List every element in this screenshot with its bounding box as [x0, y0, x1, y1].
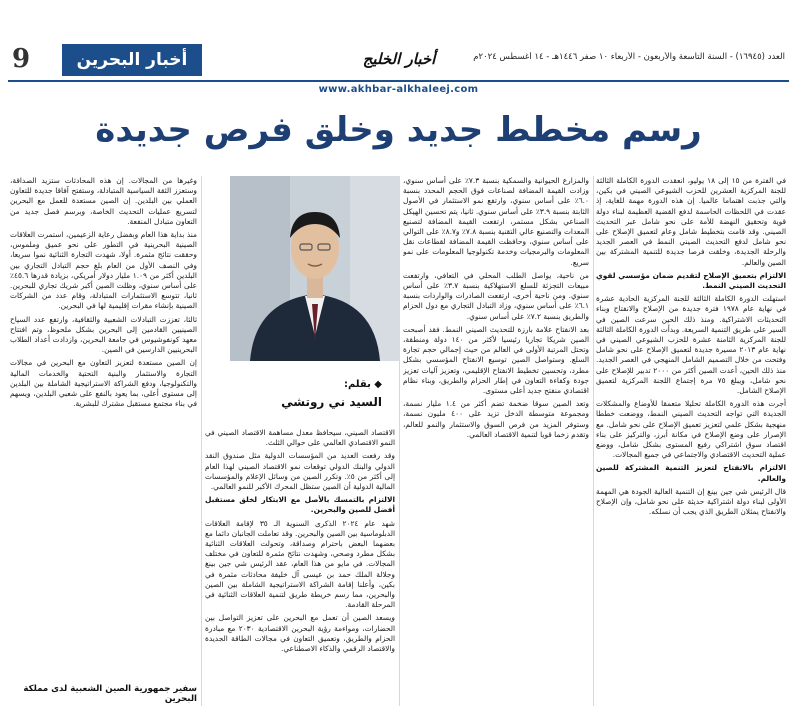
website-link[interactable]: www.akhbar-alkhaleej.com	[318, 84, 479, 95]
paragraph: بعد الانفتاح علامة بارزة للتحديث الصيني النمط. فقد أصبحت الصين شريكا تجاريا رئيسيا لأكثر من ١٤٠ دولة ومنطقة، وتحتل المرتبة الأولى في العالم من حيث إجمالي حجم تجارة السلع. وستواصل الصين توسيع الانفتاح المؤسسي بشكل مطرد، وتحسين تخطيط الانفتاح الإقليمي، وتعزيز آليات تعزيز جودة وكفاءة التعاون في إطار الحزام والطريق، وبناء نظام اقتصادي منفتح جديد أعلى مستوى.	[403, 324, 589, 396]
column-3-text	[205, 428, 395, 704]
article-column-1	[596, 176, 786, 704]
column-divider	[593, 176, 594, 706]
section-title: أخبار البحرين	[62, 44, 202, 76]
paragraph: وتعد الصين سوقا ضخمة تضم أكثر من ١.٤ مليار نسمة، ومجموعة متوسطة الدخل تزيد على ٤٠٠ مليون نسمة، وستوفر المزيد من فرص السوق والاستثمار والنمو للعالم، وتقدم زخما قويا لتنمية الاقتصاد العالمي.	[403, 399, 589, 439]
paragraph: شهد عام ٢٠٢٤ الذكرى السنوية الـ ٣٥ لإقامة العلاقات الدبلوماسية بين الصين والبحرين. وقد تعاملت الجانبان دائما مع بعضهما البعض باحترام وصداقة، وتحولت العلاقات الثنائية بشكل مطرد وصحي، وشهدت نتائج مثمرة للتعاون في مختلف المجالات. في مايو من هذا العام، عقد الرئيس شي جين بينغ وجلالة الملك حمد بن عيسى آل خليفة محادثات مثمرة في بكين، وأعلنا إقامة الشراكة الاستراتيجية الشاملة بين الصين والبحرين، مما رسم خريطة طريق لتنمية العلاقات الثنائية في المرحلة القادمة.	[205, 518, 395, 610]
article-column-4	[10, 176, 197, 666]
author-name: السيد ني روتشي	[281, 395, 382, 409]
newspaper-logo: أخبار الخليج	[362, 50, 436, 68]
paragraph: قال الرئيس شي جين بينغ إن التنمية العالية الجودة هي المهمة الأولى لبناء دولة اشتراكية حديثة على نحو شامل، وإن الإصلاح والانفتاح يمثلان الطريق الذي يجب أن نسلكه.	[596, 486, 786, 517]
paragraph: استهلت الدورة الكاملة الثالثة للجنة المركزية الحادية عشرة في نهاية عام ١٩٧٨ فترة جديدة من الإصلاح والانفتاح وبناء التحديثات الاشتراكية. ومنذ ذلك الحين سرعت الصين في السير على طريق التنمية السريعة. وبدأت الدورة الكاملة الثالثة للجنة المركزية الثامنة عشرة للحزب الشيوعي الصيني في نهاية عام ٢٠١٣ مسيرة جديدة لتعميق الإصلاح على نحو شامل وفتحت من خلال التصميم الشامل المنهجي في العصر الجديد. منذ ذلك الحين، أعدت الصين أكثر من ٢٠٠٠ تدبير للإصلاح على نحو شامل، ويبلغ ٧٥ مرة إجتماع اللجنة المركزية لتعميق الإصلاح الشامل.	[596, 294, 786, 396]
subheading: الالتزام بالانفتاح لتعزيز التنمية المشتركة للصين والعالم.	[596, 463, 786, 483]
author-signature: سفير جمهورية الصين الشعبية لدى مملكة البحرين	[23, 684, 197, 704]
article-column-3	[205, 176, 395, 704]
header-divider	[8, 80, 789, 82]
paragraph: ويسعد الصين أن تعمل مع البحرين على تعزيز التواصل بين الحضارات، ومواءمة رؤية البحرين الاقتصادية ٢٠٣٠ مع مبادرة الحزام والطريق، وتعميق التعاون في مجالات الطاقة الجديدة والاقتصاد الرقمي والذكاء الاصطناعي.	[205, 613, 395, 654]
paragraph: إن الصين مستعدة لتعزيز التعاون مع البحرين في مجالات التجارة والاستثمار والبنية التحتية والخدمات المالية والتكنولوجيا، ودفع الشراكة الاستراتيجية الشاملة بين البلدين إلى مستوى أعلى، بما يعود بالنفع على شعبي البلدين، ويسهم في بناء مجتمع مستقبل مشترك للبشرية.	[10, 358, 197, 409]
paragraph: والمزارع الحيوانية والسمكية بنسبة ٧.٣٪ على أساس سنوي، وزادت القيمة المضافة لصناعات فوق الحجم المحدد بنسبة ٦.٠٪ على أساس سنوي، وارتفع نمو الاستثمار في الأصول الثابتة بنسبة ٣.٩٪ على أساس سنوي. ثانيا، يتم تحسين الهيكل الصناعي بشكل مستمر، ارتفعت القيمة المضافة لتصنيع المعدات والتصنيع عالي التقنية بنسبة ٧.٨٪ و٨.٧٪ على التوالي على أساس سنوي، وحافظت القيمة المضافة لقطاعات نقل المعلومات والبرمجيات وخدمة تكنولوجيا المعلومات على نمو سريع.	[403, 176, 589, 267]
byline-prefix: ◆ بقلم:	[343, 379, 382, 390]
subheading: الالتزام بتعميق الإصلاح لتقديم ضمان مؤسسي لقوي التحديث الصيني النمط.	[596, 270, 786, 291]
paragraph: ثالثا، تعززت التبادلات الشعبية والثقافية، وارتفع عدد السياح الصينيين القادمين إلى البحرين بشكل ملحوظ، وتم افتتاح معهد كونفوشيوس في جامعة البحرين، وازدادت أعداد الطلاب البحرينيين الدارسين في الصين.	[10, 314, 197, 355]
subheading: الالتزام بالتمسك بالأصل مع الابتكار لخلق مستقبل أفضل للصين والبحرين.	[205, 495, 395, 515]
paragraph: أجرت هذه الدورة الكاملة تحليلا متعمقا للأوضاع والمشكلات الجديدة التي تواجه التحديث الصيني النمط، ووضعت خططا منهجية بشكل علمي لتعزيز تعميق الإصلاح على نحو شامل. مع الإصرار على وضع الإصلاح في مكانة أبرز، والتركيز على بناء اقتصاد سوق اشتراكي رفيع المستوى بشكل شامل، ووضع عملية التحديث الاقتصادي والاجتماعي في جميع المجالات.	[596, 399, 786, 460]
paragraph: الاقتصاد الصيني، سيحافظ معدل مساهمة الاقتصاد الصيني في النمو الاقتصادي العالمي على حوالي الثلث.	[205, 428, 395, 448]
article-column-2	[403, 176, 589, 704]
issue-info: العدد (١٦٩٤٥) - السنة التاسعة والأربعون - الأربعاء ١٠ صفر ١٤٤٦هـ - ١٤ أغسطس ٢٠٢٤م	[473, 52, 785, 62]
paragraph: وقد رفعت العديد من المؤسسات الدولية مثل صندوق النقد الدولي والبنك الدولي توقعات نمو الاقتصاد الصيني لهذا العام إلى أكثر من ٥٪. وتكرر الصين من وسائل الإعلام والمؤسسات المالية الدولية أن الصين ستظل المحرك الأكبر للنمو العالمي.	[205, 451, 395, 492]
paragraph: وغيرها من المجالات. إن هذه المحادثات ستزيد الصداقة، وستعزز الثقة السياسية المتبادلة، وستفتح آفاقا جديدة للتعاون العملي بين البلدين. إن الصين مستعدة للعمل مع البحرين لتسريع عمليات التحديث الخاصة، وبرسم فصل جديد من التعاون متبادل المنفعة.	[10, 176, 197, 226]
page-number: 9	[12, 44, 31, 74]
article-headline: رسم مخطط جديد وخلق فرص جديدة	[95, 110, 702, 150]
column-divider	[201, 176, 202, 706]
paragraph: من ناحية، يواصل الطلب المحلي في التعافي، وارتفعت مبيعات التجزئة للسلع الاستهلاكية بنسبة ٣.٧٪ على أساس سنوي. ومن ناحية أخرى، ارتفعت الصادرات والواردات بنسبة ٦.١٪ على أساس سنوي، وزاد التبادل التجاري مع دول الحزام والطريق بنسبة ٧.٢٪ على أساس سنوي.	[403, 270, 589, 321]
paragraph: منذ بداية هذا العام وبفضل رعاية الزعيمين، استمرت العلاقات الصينية البحرينية في التطور على نحو عميق وملموس، وحققت نتائج مثمرة. أولا، شهدت التجارة الثنائية نموا سريعا، وفي النصف الأول من العام بلغ حجم التبادل التجاري بين البلدين أكثر من ١.٠٩ مليار دولار أمريكي، بزيادة قدرها ٤٥.٦٪ على أساس سنوي، وظلت الصين أكبر شريك تجاري للبحرين. ثانيا، تتوسع الاستثمارات المتبادلة، وقام عدد من الشركات الصينية بإنشاء مقرات إقليمية لها في البحرين.	[10, 230, 197, 311]
paragraph: في الفترة من ١٥ إلى ١٨ يوليو، انعقدت الدورة الكاملة الثالثة للجنة المركزية العشرين للحزب الشيوعي الصيني في بكين، والتي جذبت اهتماما عالميا. إن هذه الدورة مهمة للغاية، إذ عقدت في اللحظات الحاسمة لدفع القضية العظيمة لبناء دولة قوية وتحقيق النهضة للأمة على نحو شامل عبر التحديث الصيني. وقد قامت بتخطيط شامل وعام لتعميق الإصلاح على نحو شامل لدفع التحديث الصيني النمط في العصر الجديد والرحلة الجديدة، وخلقت فرصا جديدة للتنمية المشتركة بين الصين والعالم.	[596, 176, 786, 267]
